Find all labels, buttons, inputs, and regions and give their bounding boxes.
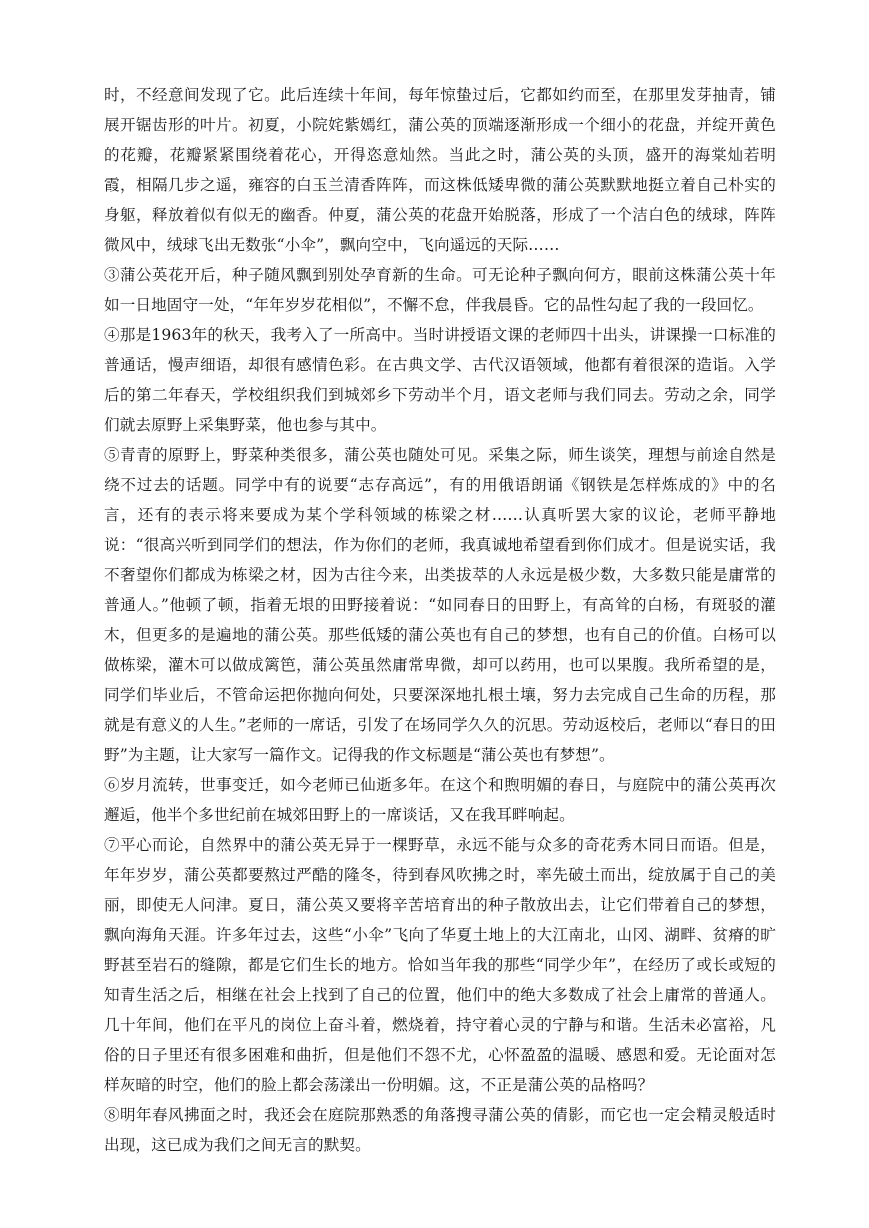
paragraph-5: ⑤青青的原野上，野菜种类很多，蒲公英也随处可见。采集之际，师生谈笑，理想与前途自然是绕不过去的话题。同学中有的说要“志存高远”，有的用俄语朗诵《钢铁是怎样炼成的》中的名言，还有的表示将来要成为某个学科领域的栋梁之材……认真听罢大家的议论，老师平静地说：“很高兴听到同学们的想法，作为你们的老师，我真诚地希望看到你们成才。但是说实话，我不奢望你们都成为栋梁之材，因为古往今来，出类拔萃的人永远是极少数，大多数只能是庸常的普通人。”他顿了顿，指着无垠的田野接着说：“如同春日的田野上，有高耸的白杨，有斑驳的灌木，但更多的是遍地的蒲公英。那些低矮的蒲公英也有自己的梦想，也有自己的价值。白杨可以做栋梁，灌木可以做成篱笆，蒲公英虽然庸常卑微，却可以药用，也可以果腹。我所希望的是，同学们毕业后，不管命运把你抛向何处，只要深深地扎根土壤，努力去完成自己生命的历程，那就是有意义的人生。”老师的一席话，引发了在场同学久久的沉思。劳动返校后，老师以“春日的田野”为主题，让大家写一篇作文。记得我的作文标题是“蒲公英也有梦想”。 xyxy=(104,446,776,764)
paragraph-3: ③蒲公英花开后，种子随风飘到别处孕育新的生命。可无论种子飘向何方，眼前这株蒲公英十年如一日地固守一处，“年年岁岁花相似”，不懈不怠，伴我晨昏。它的品性勾起了我的一段回忆。 xyxy=(104,266,776,314)
document-body xyxy=(104,80,776,1160)
paragraph-8: ⑧明年春风拂面之时，我还会在庭院那熟悉的角落搜寻蒲公英的倩影，而它也一定会精灵般适时出现，这已成为我们之间无言的默契。 xyxy=(104,1106,776,1154)
paragraph-6: ⑥岁月流转，世事变迁，如今老师已仙逝多年。在这个和煦明媚的春日，与庭院中的蒲公英再次邂逅，他半个多世纪前在城郊田野上的一席谈话，又在我耳畔响起。 xyxy=(104,776,776,824)
paragraph-7: ⑦平心而论，自然界中的蒲公英无异于一棵野草，永远不能与众多的奇花秀木同日而语。但是，年年岁岁，蒲公英都要熬过严酷的隆冬，待到春风吹拂之时，率先破土而出，绽放属于自己的美丽，即使无人问津。夏日，蒲公英又要将辛苦培育出的种子散放出去，让它们带着自己的梦想，飘向海角天涯。许多年过去，这些“小伞”飞向了华夏土地上的大江南北，山冈、湖畔、贫瘠的旷野甚至岩石的缝隙，都是它们生长的地方。恰如当年我的那些“同学少年”，在经历了或长或短的知青生活之后，相继在社会上找到了自己的位置，他们中的绝大多数成了社会上庸常的普通人。几十年间，他们在平凡的岗位上奋斗着，燃烧着，持守着心灵的宁静与和谐。生活未必富裕，凡俗的日子里还有很多困难和曲折，但是他们不怨不尤，心怀盈盈的温暖、感恩和爱。无论面对怎样灰暗的时空，他们的脸上都会荡漾出一份明媚。这，不正是蒲公英的品格吗？ xyxy=(104,836,776,1094)
paragraph-4: ④那是1963年的秋天，我考入了一所高中。当时讲授语文课的老师四十出头，讲课操一口标准的普通话，慢声细语，却很有感情色彩。在古典文学、古代汉语领域，他都有着很深的造诣。入学后的第二年春天，学校组织我们到城郊乡下劳动半个月，语文老师与我们同去。劳动之余，同学们就去原野上采集野菜，他也参与其中。 xyxy=(104,326,776,434)
paragraph-continued: 时，不经意间发现了它。此后连续十年间，每年惊蛰过后，它都如约而至，在那里发芽抽青，铺展开锯齿形的叶片。初夏，小院姹紫嫣红，蒲公英的顶端逐渐形成一个细小的花盘，并绽开黄色的花瓣，花瓣紧紧围绕着花心，开得恣意灿然。当此之时，蒲公英的头顶，盛开的海棠灿若明霞，相隔几步之遥，雍容的白玉兰清香阵阵，而这株低矮卑微的蒲公英默默地挺立着自己朴实的身躯，释放着似有似无的幽香。仲夏，蒲公英的花盘开始脱落，形成了一个洁白色的绒球，阵阵微风中，绒球飞出无数张“小伞”，飘向空中，飞向遥远的天际…… xyxy=(104,86,776,254)
